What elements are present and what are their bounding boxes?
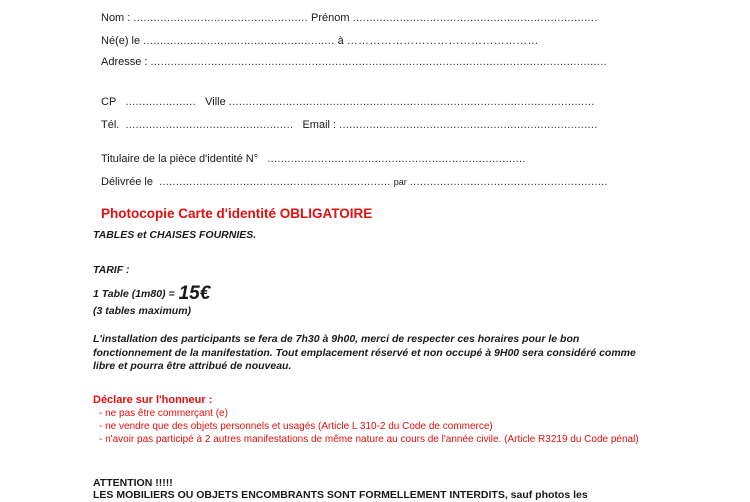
address-row (101, 56, 607, 69)
id-number-label: Titulaire de la pièce d'identité N° (101, 153, 259, 165)
issued-by-label: par (393, 177, 407, 187)
attention-title: ATTENTION !!!!! (93, 477, 173, 489)
address-field[interactable]: ........................................................................................................................................ (150, 56, 607, 68)
declaration-item: - ne vendre que des objets personnels et usagés (Article L 310-2 du Code de commerce) (99, 421, 493, 432)
id-issued-row (101, 176, 608, 189)
birthdate-field[interactable]: ......................................................... (143, 35, 335, 47)
declaration-title: Déclare sur l'honneur : (93, 394, 213, 406)
email-label: Email : (302, 119, 337, 131)
installation-paragraph: L'installation des participants se fera de 7h30 à 9h00, merci de respecter ces horaires pour le bon fonctionnement de la manifestation. Tout emplacement réservé et non occupé à 9H00 sera considéré comme libre et pourra être attribué de nouveau. (93, 333, 636, 372)
phone-field[interactable]: .................................................. (125, 119, 294, 131)
id-holder-row (101, 153, 526, 166)
nom-field[interactable]: .................................................... (133, 12, 308, 24)
phone-label: Tél. (101, 119, 120, 131)
id-number-field[interactable]: ............................................................................. (267, 153, 526, 165)
table-price-value: 15€ (178, 283, 211, 304)
address-label: Adresse : (101, 56, 148, 68)
issued-date-field[interactable]: ..................................................................... (159, 176, 391, 188)
birthplace-label: à (337, 35, 344, 47)
birthdate-label: Né(e) le (101, 35, 141, 47)
postal-row (101, 96, 595, 109)
declaration-item: - n'avoir pas participé à 2 autres manifestations de même nature au cours de l'année civile. (Article R3219 du Code pénal) (99, 434, 639, 445)
email-field[interactable]: ............................................................................. (339, 119, 598, 131)
tables-provided-note: TABLES et CHAISES FOURNIES. (93, 229, 257, 241)
nom-label: Nom : (101, 12, 131, 24)
table-price-row (93, 284, 210, 304)
issued-by-field[interactable]: ........................................................... (409, 176, 608, 188)
city-field[interactable]: ............................................................................................................. (228, 96, 595, 108)
issued-date-label: Délivrée le (101, 176, 153, 188)
contact-row (101, 119, 598, 132)
id-copy-required-notice: Photocopie Carte d'identité OBLIGATOIRE (101, 206, 373, 221)
postal-code-field[interactable]: ..................... (125, 96, 196, 108)
declaration-item: - ne pas être commerçant (e) (99, 408, 228, 419)
prenom-field[interactable]: ......................................................................... (352, 12, 598, 24)
tarif-heading: TARIF : (93, 264, 130, 276)
tables-max-note: (3 tables maximum) (93, 305, 192, 317)
birthplace-field[interactable]: …………………………………………… (346, 35, 539, 47)
name-row (101, 12, 598, 25)
prenom-label: Prénom (311, 12, 350, 24)
birth-row (101, 35, 539, 48)
attention-text: LES MOBILIERS OU OBJETS ENCOMBRANTS SONT FORMELLEMENT INTERDITS, sauf photos les (93, 489, 588, 501)
city-label: Ville (205, 96, 226, 108)
postal-code-label: CP (101, 96, 117, 108)
table-price-label: 1 Table (1m80) = (93, 288, 175, 300)
